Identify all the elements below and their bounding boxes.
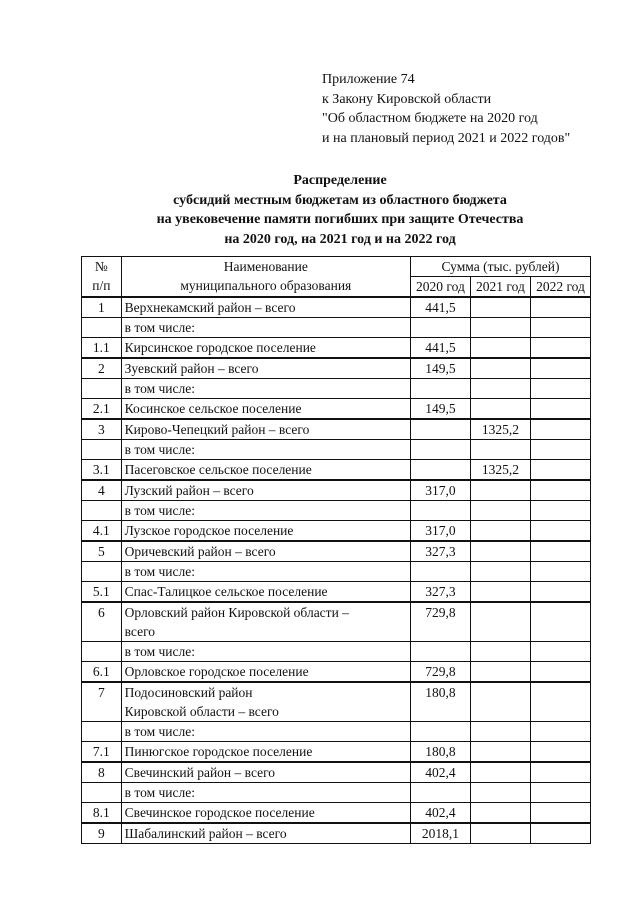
row-number: 7 xyxy=(82,682,122,722)
row-value-2020: 180,8 xyxy=(410,742,470,763)
row-value-2021 xyxy=(470,297,530,318)
row-value-2022 xyxy=(530,358,590,379)
row-value-2020: 317,0 xyxy=(410,521,470,542)
row-value-2021: 1325,2 xyxy=(470,460,530,481)
row-value-2021 xyxy=(470,602,530,642)
row-number: 7.1 xyxy=(82,742,122,763)
row-number xyxy=(82,722,122,742)
row-value-2022 xyxy=(530,460,590,481)
table-row xyxy=(82,662,591,683)
row-value-2021 xyxy=(470,399,530,420)
table-row xyxy=(82,379,591,399)
row-name: Пасеговское сельское поселение xyxy=(121,460,410,481)
row-value-2022 xyxy=(530,582,590,603)
row-name: Лузский район – всего xyxy=(121,480,410,501)
row-value-2020 xyxy=(410,722,470,742)
row-number xyxy=(82,501,122,521)
row-value-2022 xyxy=(530,521,590,542)
row-value-2022 xyxy=(530,541,590,562)
row-number: 8 xyxy=(82,762,122,783)
row-name: в том числе: xyxy=(121,562,410,582)
table-row xyxy=(82,722,591,742)
table-row xyxy=(82,297,591,318)
row-name xyxy=(121,602,410,642)
table-row xyxy=(82,460,591,481)
row-number xyxy=(82,642,122,662)
row-name: Верхнекамский район – всего xyxy=(121,297,410,318)
row-value-2021 xyxy=(470,521,530,542)
table-header-row xyxy=(82,257,591,277)
row-name-line-1: Орловский район Кировской области – xyxy=(124,605,349,620)
row-name: Орловское городское поселение xyxy=(121,662,410,683)
header-2021: 2021 год xyxy=(470,277,530,298)
row-value-2021 xyxy=(470,338,530,359)
row-value-2020: 441,5 xyxy=(410,297,470,318)
row-number xyxy=(82,379,122,399)
row-value-2021 xyxy=(470,742,530,763)
row-name: Зуевский район – всего xyxy=(121,358,410,379)
row-value-2021 xyxy=(470,379,530,399)
row-value-2021 xyxy=(470,480,530,501)
table-row xyxy=(82,562,591,582)
row-value-2021 xyxy=(470,541,530,562)
row-value-2022 xyxy=(530,419,590,440)
row-name: в том числе: xyxy=(121,783,410,803)
row-value-2021 xyxy=(470,582,530,603)
row-number: 4.1 xyxy=(82,521,122,542)
row-value-2021 xyxy=(470,440,530,460)
row-value-2022 xyxy=(530,803,590,824)
row-value-2020: 2018,1 xyxy=(410,823,470,844)
row-value-2020: 149,5 xyxy=(410,399,470,420)
row-value-2020 xyxy=(410,562,470,582)
row-number xyxy=(82,562,122,582)
row-name: Свечинское городское поселение xyxy=(121,803,410,824)
row-name: Оричевский район – всего xyxy=(121,541,410,562)
row-value-2021 xyxy=(470,783,530,803)
header-num-line-2: п/п xyxy=(92,278,111,293)
table-row xyxy=(82,318,591,338)
row-value-2022 xyxy=(530,338,590,359)
row-value-2020 xyxy=(410,318,470,338)
row-value-2021 xyxy=(470,318,530,338)
row-number: 1.1 xyxy=(82,338,122,359)
row-name-line-1: Подосиновский район xyxy=(124,685,253,700)
row-value-2022 xyxy=(530,297,590,318)
row-value-2020: 327,3 xyxy=(410,541,470,562)
row-number: 2 xyxy=(82,358,122,379)
header-sum: Сумма (тыс. рублей) xyxy=(410,257,590,277)
row-value-2022 xyxy=(530,662,590,683)
row-name: в том числе: xyxy=(121,318,410,338)
row-value-2022 xyxy=(530,642,590,662)
row-value-2020: 317,0 xyxy=(410,480,470,501)
row-number xyxy=(82,783,122,803)
row-value-2022 xyxy=(530,823,590,844)
row-value-2020 xyxy=(410,419,470,440)
title-line-1: Распределение xyxy=(293,173,387,188)
table-row xyxy=(82,501,591,521)
table-row xyxy=(82,399,591,420)
table-row xyxy=(82,602,591,642)
row-name: Кирсинское городское поселение xyxy=(121,338,410,359)
row-value-2021 xyxy=(470,682,530,722)
title-line-3: на увековечение памяти погибших при защите Отечества xyxy=(156,212,524,227)
row-name: Спас-Талицкое сельское поселение xyxy=(121,582,410,603)
row-value-2020: 402,4 xyxy=(410,762,470,783)
table-row xyxy=(82,358,591,379)
appendix-line-3: "Об областном бюджете на 2020 год xyxy=(322,111,538,126)
table-body xyxy=(82,297,591,844)
row-value-2022 xyxy=(530,602,590,642)
row-name: в том числе: xyxy=(121,379,410,399)
row-number: 6 xyxy=(82,602,122,642)
row-number: 3 xyxy=(82,419,122,440)
row-value-2020: 327,3 xyxy=(410,582,470,603)
header-num-line-1: № xyxy=(94,259,108,274)
header-num xyxy=(82,257,122,298)
row-name: Косинское сельское поселение xyxy=(121,399,410,420)
table-row xyxy=(82,338,591,359)
document-title xyxy=(0,171,640,249)
row-value-2021 xyxy=(470,358,530,379)
row-number xyxy=(82,318,122,338)
row-name-line-2: всего xyxy=(124,624,156,639)
appendix-line-2: к Закону Кировской области xyxy=(322,91,492,107)
row-number: 5.1 xyxy=(82,582,122,603)
table-row xyxy=(82,419,591,440)
table-row xyxy=(82,582,591,603)
row-name-line-2: Кировской области – всего xyxy=(124,704,279,719)
appendix-line-4: и на плановый период 2021 и 2022 годов" xyxy=(322,130,571,146)
row-name: в том числе: xyxy=(121,722,410,742)
row-value-2022 xyxy=(530,440,590,460)
row-value-2021 xyxy=(470,762,530,783)
appendix-header xyxy=(322,70,570,148)
row-value-2021 xyxy=(470,562,530,582)
row-name: Шабалинский район – всего xyxy=(121,823,410,844)
header-name-line-1: Наименование xyxy=(223,259,308,274)
row-value-2022 xyxy=(530,783,590,803)
row-value-2020: 149,5 xyxy=(410,358,470,379)
row-number: 9 xyxy=(82,823,122,844)
row-value-2022 xyxy=(530,742,590,763)
row-value-2022 xyxy=(530,722,590,742)
row-value-2020 xyxy=(410,642,470,662)
row-value-2020 xyxy=(410,501,470,521)
table-row xyxy=(82,541,591,562)
table-row xyxy=(82,742,591,763)
row-value-2020 xyxy=(410,783,470,803)
row-value-2020: 402,4 xyxy=(410,803,470,824)
row-value-2021 xyxy=(470,501,530,521)
row-value-2021: 1325,2 xyxy=(470,419,530,440)
row-number: 8.1 xyxy=(82,803,122,824)
header-name-line-2: муниципального образования xyxy=(180,278,352,293)
table-row xyxy=(82,521,591,542)
row-value-2020: 441,5 xyxy=(410,338,470,359)
row-name: Кирово-Чепецкий район – всего xyxy=(121,419,410,440)
row-value-2020: 180,8 xyxy=(410,682,470,722)
row-value-2021 xyxy=(470,722,530,742)
title-line-4: на 2020 год, на 2021 год и на 2022 год xyxy=(224,231,456,247)
row-value-2021 xyxy=(470,662,530,683)
table-row xyxy=(82,823,591,844)
row-name: в том числе: xyxy=(121,440,410,460)
appendix-line-1: Приложение 74 xyxy=(322,72,415,87)
header-2020: 2020 год xyxy=(410,277,470,298)
row-name: Лузское городское поселение xyxy=(121,521,410,542)
row-value-2022 xyxy=(530,762,590,783)
table-row xyxy=(82,682,591,722)
row-value-2022 xyxy=(530,399,590,420)
row-number: 2.1 xyxy=(82,399,122,420)
row-number: 6.1 xyxy=(82,662,122,683)
row-value-2022 xyxy=(530,379,590,399)
row-number: 1 xyxy=(82,297,122,318)
row-number: 3.1 xyxy=(82,460,122,481)
row-name: Пинюгское городское поселение xyxy=(121,742,410,763)
row-value-2022 xyxy=(530,682,590,722)
row-value-2022 xyxy=(530,480,590,501)
table-row xyxy=(82,480,591,501)
row-value-2022 xyxy=(530,501,590,521)
title-line-2: субсидий местным бюджетам из областного бюджета xyxy=(173,192,507,208)
row-number: 5 xyxy=(82,541,122,562)
row-value-2020 xyxy=(410,379,470,399)
row-number xyxy=(82,440,122,460)
subsidy-table xyxy=(81,256,591,844)
table-row xyxy=(82,642,591,662)
row-value-2022 xyxy=(530,318,590,338)
row-name: в том числе: xyxy=(121,501,410,521)
table-row xyxy=(82,762,591,783)
row-value-2022 xyxy=(530,562,590,582)
row-value-2020: 729,8 xyxy=(410,662,470,683)
row-value-2020 xyxy=(410,440,470,460)
table-row xyxy=(82,803,591,824)
table-row xyxy=(82,440,591,460)
row-value-2020 xyxy=(410,460,470,481)
row-number: 4 xyxy=(82,480,122,501)
row-value-2020: 729,8 xyxy=(410,602,470,642)
table-row xyxy=(82,783,591,803)
header-2022: 2022 год xyxy=(530,277,590,298)
row-value-2021 xyxy=(470,823,530,844)
row-name: в том числе: xyxy=(121,642,410,662)
row-name: Свечинский район – всего xyxy=(121,762,410,783)
row-value-2021 xyxy=(470,803,530,824)
row-value-2021 xyxy=(470,642,530,662)
header-name xyxy=(121,257,410,298)
row-name xyxy=(121,682,410,722)
